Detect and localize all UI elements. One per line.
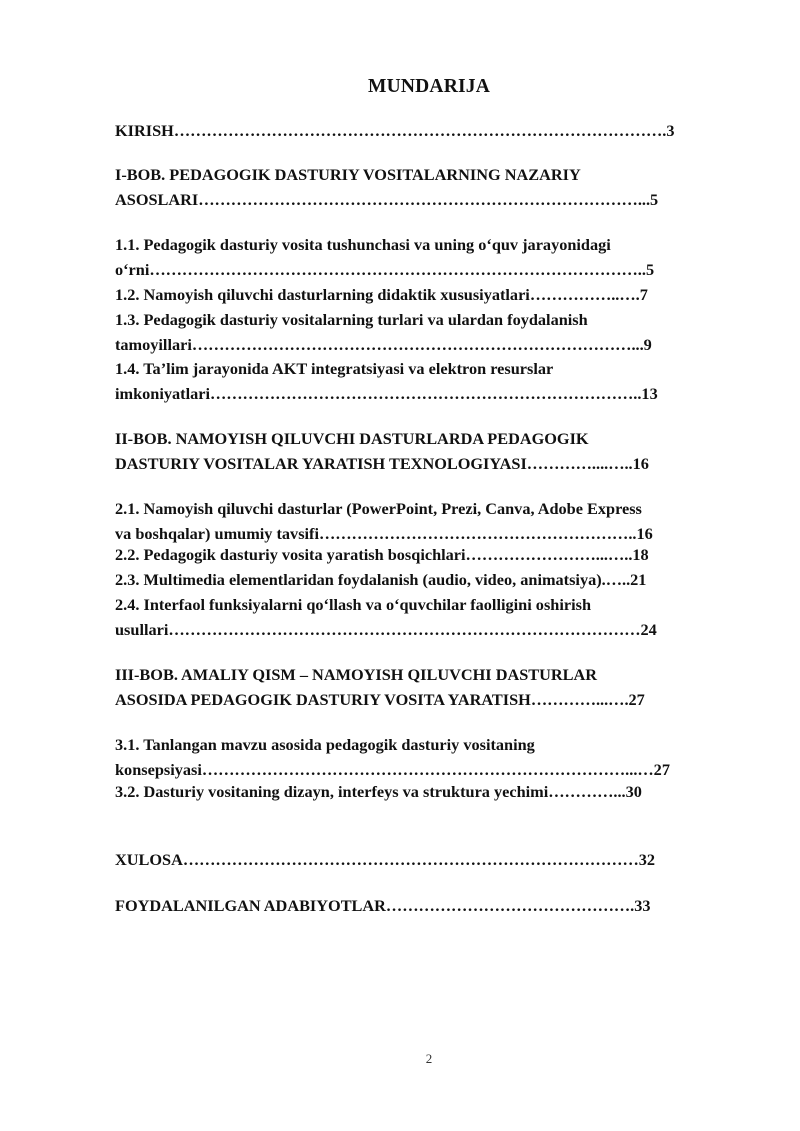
toc-entry-line: II-BOB. NAMOYISH QILUVCHI DASTURLARDA PEDAGOGIK	[115, 429, 589, 448]
toc-entry-line: ASOSIDA PEDAGOGIK DASTURIY VOSITA YARATISH…………...….27	[115, 690, 645, 709]
toc-entry-line: 1.4. Ta’lim jarayonida AKT integratsiyasi va elektron resurslar	[115, 359, 554, 378]
toc-entry-line: 1.2. Namoyish qiluvchi dasturlarning didaktik xususiyatlari……………..….7	[115, 285, 648, 304]
toc-entry-line: 1.3. Pedagogik dasturiy vositalarning turlari va ulardan foydalanish	[115, 310, 588, 329]
page-title: MUNDARIJA	[367, 76, 491, 97]
toc-entry-line: 3.2. Dasturiy vositaning dizayn, interfeys va struktura yechimi…………...30	[115, 782, 642, 801]
toc-entry-line: III-BOB. AMALIY QISM – NAMOYISH QILUVCHI DASTURLAR	[115, 665, 598, 684]
toc-entry-line: o‘rni………………………………………………………………………………..5	[115, 260, 655, 279]
toc-entry-line: KIRISH……………………………………………………………………………….3	[115, 121, 675, 140]
toc-entry-line: 3.1. Tanlangan mavzu asosida pedagogik dasturiy vositaning	[115, 735, 535, 754]
toc-entry-line: konsepsiyasi……………………………………………………………………...…27	[115, 760, 670, 779]
page-number: 2	[425, 1051, 433, 1066]
toc-entry-line: imkoniyatlari……………………………………………………………………..13	[115, 384, 658, 403]
toc-entry-line: XULOSA…………………………………………………………………………32	[115, 850, 656, 869]
toc-entry-line: I-BOB. PEDAGOGIK DASTURIY VOSITALARNING NAZARIY	[115, 165, 581, 184]
toc-entry-line: usullari……………………………………………………………………………24	[115, 620, 657, 639]
toc-entry-line: DASTURIY VOSITALAR YARATISH TEXNOLOGIYASI…………....…..16	[115, 454, 649, 473]
toc-entry-line: 2.1. Namoyish qiluvchi dasturlar (PowerPoint, Prezi, Canva, Adobe Express	[115, 499, 642, 518]
toc-entry-line: 2.3. Multimedia elementlaridan foydalanish (audio, video, animatsiya).…..21	[115, 570, 647, 589]
toc-entry-line: ASOSLARI………………………………………………………………………...5	[115, 190, 659, 209]
toc-entry-line: va boshqalar) umumiy tavsifi…………………………………………………..16	[115, 524, 653, 543]
toc-entry-line: 2.2. Pedagogik dasturiy vosita yaratish bosqichlari……………………...…..18	[115, 545, 649, 564]
toc-entry-line: 2.4. Interfaol funksiyalarni qo‘llash va o‘quvchilar faolligini oshirish	[115, 595, 592, 614]
toc-entry-line: 1.1. Pedagogik dasturiy vosita tushunchasi va uning o‘quv jarayonidagi	[115, 235, 611, 254]
toc-entry-line: tamoyillari………………………………………………………………………...9	[115, 335, 652, 354]
toc-entry-line: FOYDALANILGAN ADABIYOTLAR……………………………………….33	[115, 896, 651, 915]
